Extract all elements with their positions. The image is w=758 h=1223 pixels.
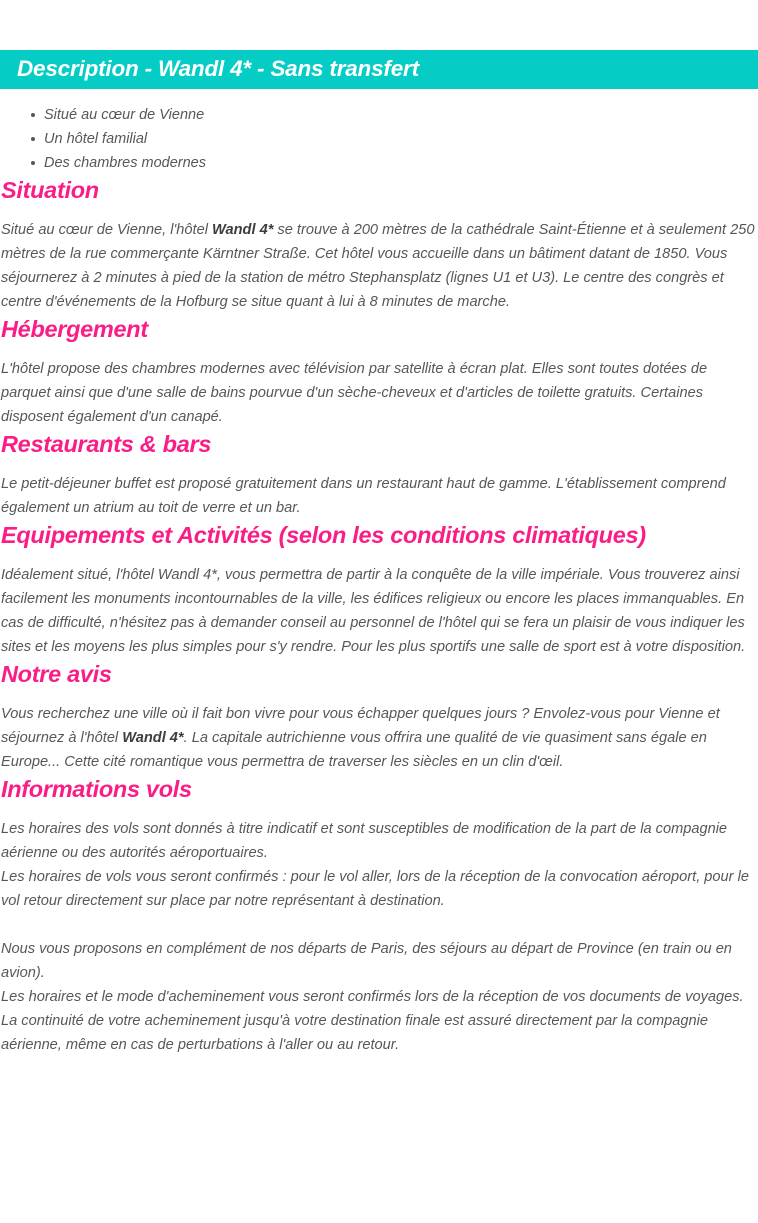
section-text-hebergement: L'hôtel propose des chambres modernes avec télévision par satellite à écran plat. Elles sont toutes dotées de parquet ainsi que d'une salle de bains pourvue d'un sèche-cheveux et d'articles de toilette gratuits. Certaines disposent également d'un canapé.: [1, 361, 708, 425]
description-content: [0, 175, 758, 1057]
list-item: [0, 103, 758, 127]
list-item: [0, 151, 758, 175]
page-title: Description - Wandl 4* - Sans transfert: [17, 56, 419, 82]
section-text-avis: [1, 702, 756, 774]
highlight-text: Des chambres modernes: [44, 155, 206, 171]
situation-text-part-1: Situé au cœur de Vienne, l'hôtel: [1, 222, 213, 238]
avis-text-part-2: . La capitale autrichienne vous offrira une qualité de vie quasiment sans égale en Europe... Cette cité romantique vous permettra de traverser les siècles en un clin d'œil.: [1, 730, 707, 770]
avis-hotel-name: Wandl 4*: [122, 730, 184, 746]
page-header-bar: [0, 50, 758, 89]
situation-text-part-2: se trouve à 200 mètres de la cathédrale Saint-Étienne et à seulement 250 mètres de la rue commerçante Kärntner Straße. Cet hôtel vous accueille dans un bâtiment datant de 1850. Vous séjournerez à 2 minutes à pied de la station de métro Stephansplatz (lignes U1 et U3). Le centre des congrès et centre d'événements de la Hofburg se situe quant à lui à 8 minutes de marche.: [1, 222, 755, 310]
section-text-situation: [1, 218, 756, 314]
section-text-vols-2: Les horaires de vols vous seront confirmés : pour le vol aller, lors de la réception de la convocation aéroport, pour le vol retour directement sur place par notre représentant à destination.: [1, 869, 749, 909]
section-text-equipements: Idéalement situé, l'hôtel Wandl 4*, vous permettra de partir à la conquête de la ville impériale. Vous trouverez ainsi facilement les monuments incontournables de la ville, les édifices religieux ou encore les places immanquables. En cas de difficulté, n'hésitez pas à demander conseil au personnel de l'hôtel qui se fera un plaisir de vous indiquer les sites et les moyens les plus simples pour s'y rendre. Pour les plus sportifs une salle de sport est à votre disposition.: [1, 567, 746, 655]
section-text-vols-5: La continuité de votre acheminement jusqu'à votre destination finale est assuré directement par la compagnie aérienne, même en cas de perturbations à l'aller ou au retour.: [1, 1013, 708, 1053]
avis-text-part-1: Vous recherchez une ville où il fait bon vivre pour vous échapper quelques jours ? Envolez-vous pour Vienne et séjournez à l'hôtel: [1, 706, 720, 746]
highlight-text: Un hôtel familial: [44, 131, 148, 147]
section-heading-hebergement: Hébergement: [1, 316, 148, 342]
section-text-vols-3: Nous vous proposons en complément de nos départs de Paris, des séjours au départ de Province (en train ou en avion).: [1, 941, 732, 981]
situation-hotel-name: Wandl 4*: [212, 222, 274, 238]
section-heading-avis: Notre avis: [1, 661, 112, 687]
section-heading-equipements: Equipements et Activités (selon les conditions climatiques): [1, 522, 646, 548]
paragraph-gap: [1, 913, 756, 937]
section-text-vols-1: Les horaires des vols sont donnés à titre indicatif et sont susceptibles de modification de la part de la compagnie aérienne ou des autorités aéroportuaires.: [1, 821, 728, 861]
list-item: [0, 127, 758, 151]
highlight-text: Situé au cœur de Vienne: [44, 107, 205, 123]
top-spacer: [0, 0, 758, 50]
section-heading-situation: Situation: [1, 177, 99, 203]
section-text-vols-4: Les horaires et le mode d'acheminement vous seront confirmés lors de la réception de vos documents de voyages.: [1, 989, 744, 1005]
highlights-list: [0, 89, 758, 175]
section-heading-restaurants: Restaurants & bars: [1, 431, 212, 457]
section-heading-vols: Informations vols: [1, 776, 192, 802]
section-text-restaurants: Le petit-déjeuner buffet est proposé gratuitement dans un restaurant haut de gamme. L'établissement comprend également un atrium au toit de verre et un bar.: [1, 476, 726, 516]
